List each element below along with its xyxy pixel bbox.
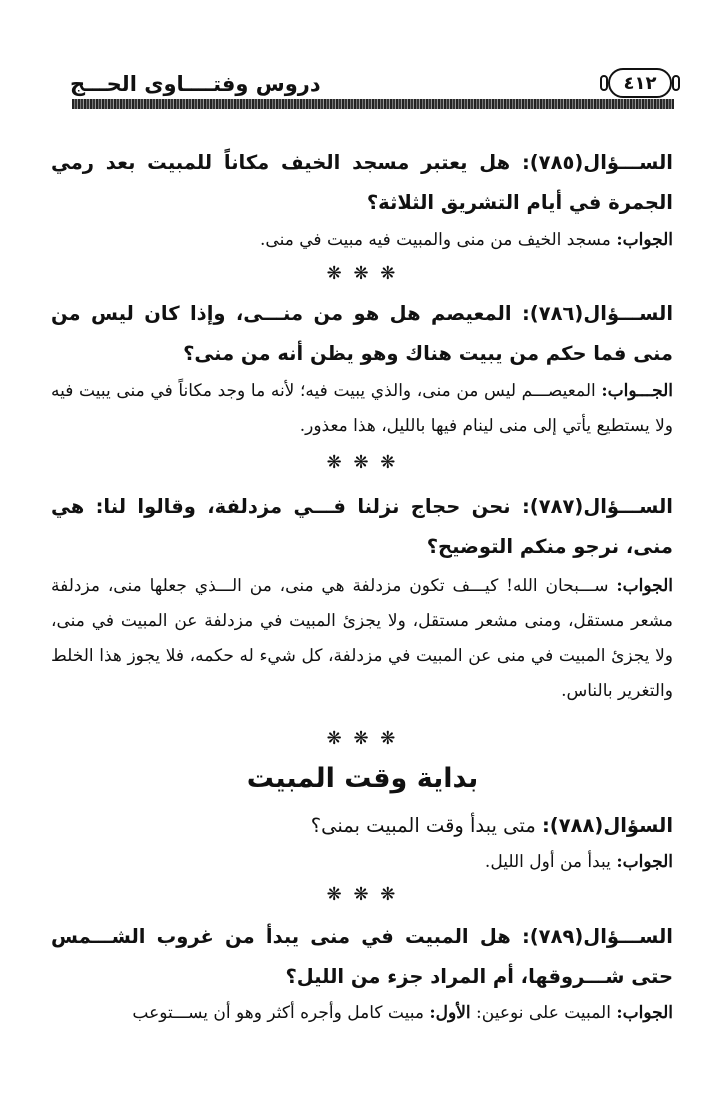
page-number-badge [608,68,672,98]
answer-continuation: مبيت كامل وأجره أكثر وهو أن يســـتوعب [132,1003,424,1023]
separator-stars: ❋ ❋ ❋ [326,263,399,284]
book-title: دروس وفتــــاوى الحـــج [70,72,321,96]
question-786 [51,294,673,374]
question-text: هل المبيت في منى يبدأ من غروب الشـــمس حتى شـــروقها، أم المراد جزء من الليل؟ [51,925,673,988]
answer-label: الجواب: [616,852,673,872]
question-label: الســـؤال(٧٨٧): [521,495,673,518]
separator-stars: ❋ ❋ ❋ [326,452,399,473]
answer-786 [51,374,673,444]
question-label: الســـؤال(٧٨٥): [521,151,673,174]
section-heading: بداية وقت المبيت [246,763,479,794]
question-text: متى يبدأ وقت المبيت بمنى؟ [310,814,536,837]
answer-788 [51,845,673,880]
answer-text: يبدأ من أول الليل. [484,852,611,872]
question-787 [51,487,673,567]
question-788 [51,806,673,846]
question-789 [51,917,673,997]
answer-text: ســـبحان الله! كيـــف تكون مزدلفة هي منى، من الـــذي جعلها منى، مزدلفة مشعر مستقل، ومنى مشعر مستقل، ولا يجزئ المبيت في مزدلفة عن المبيت في منى، ولا يجزئ المبيت في منى عن المبيت في مزدلفة، كل شيء له حكمه، فلا يجوز هذا الخلط والتغرير بالناس. [51,576,673,701]
question-label: الســـؤال(٧٨٩): [521,925,673,948]
separator-stars: ❋ ❋ ❋ [326,728,399,749]
answer-text: المبيت على نوعين: [476,1003,611,1023]
answer-label: الجواب: [616,230,673,250]
first-type-label: الأول: [429,1003,471,1023]
question-label: السؤال(٧٨٨): [541,814,673,837]
answer-787 [51,569,673,709]
answer-text: مسجد الخيف من منى والمبيت فيه مبيت في منى. [260,230,611,250]
answer-label: الجواب: [616,576,674,596]
answer-label: الجواب: [616,1003,673,1023]
answer-789 [51,996,673,1031]
answer-text: المعيصـــم ليس من منى، والذي يبيت فيه؛ لأنه ما وجد مكاناً في منى يبيت فيه ولا يستطيع يأتي إلى منى لينام فيها بالليل، هذا معذور. [51,381,673,436]
separator-stars: ❋ ❋ ❋ [326,884,399,905]
question-label: الســـؤال(٧٨٦): [521,302,674,325]
question-text: المعيصم هل هو من منـــى، وإذا كان ليس من منى فما حكم من يبيت هناك وهو يظن أنه من منى؟ [51,302,673,365]
page-number: ٤١٢ [623,72,657,94]
question-785 [51,143,673,223]
answer-label: الجـــواب: [601,381,673,401]
answer-785 [51,223,673,258]
header-divider [72,99,674,109]
question-text: هل يعتبر مسجد الخيف مكاناً للمبيت بعد رمي الجمرة في أيام التشريق الثلاثة؟ [51,151,673,214]
question-text: نحن حجاج نزلنا فـــي مزدلفة، وقالوا لنا: هي منى، نرجو منكم التوضيح؟ [51,495,673,558]
